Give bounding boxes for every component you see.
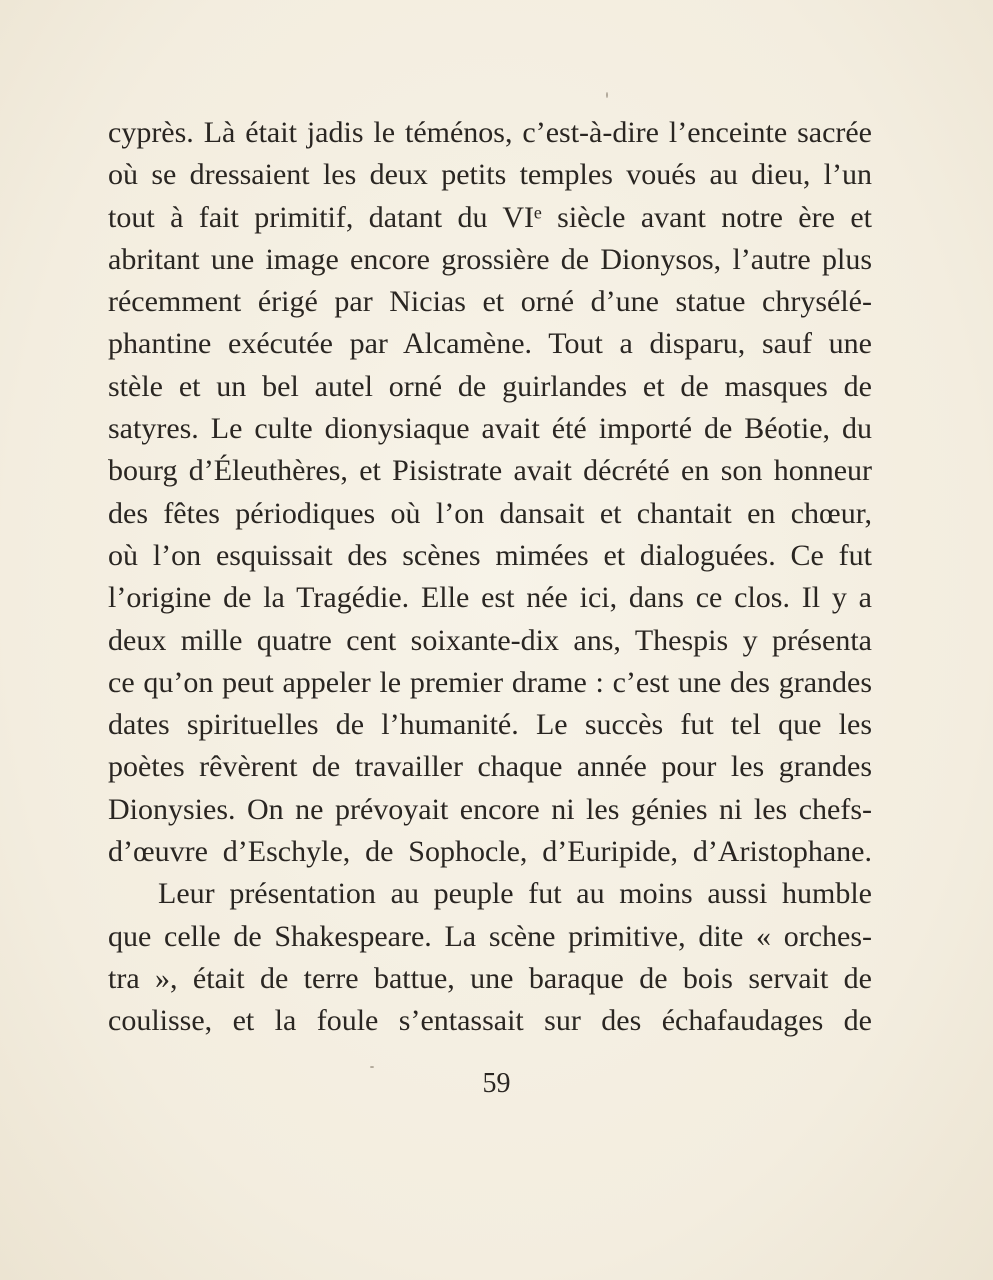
text-line: tra », était de terre battue, une baraque de bois servait de bbox=[108, 961, 872, 995]
text-line: où se dressaient les deux petits temples voués au dieu, l’un bbox=[108, 158, 872, 192]
text-line: dates spirituelles de l’humanité. Le succès fut tel que les bbox=[108, 708, 872, 742]
text-line: deux mille quatre cent soixante-dix ans, Thespis y présenta bbox=[108, 623, 872, 657]
text-line: des fêtes périodiques où l’on dansait et chantait en chœur, bbox=[108, 496, 872, 530]
text-line: ce qu’on peut appeler le premier drame : c’est une des grandes bbox=[108, 665, 872, 699]
text-line: où l’on esquissait des scènes mimées et dialoguées. Ce fut bbox=[108, 538, 872, 572]
text-line: bourg d’Éleuthères, et Pisistrate avait décrété en son honneur bbox=[108, 454, 872, 488]
text-line: Dionysies. On ne prévoyait encore ni les génies ni les chefs- bbox=[108, 792, 872, 826]
text-line: phantine exécutée par Alcamène. Tout a disparu, sauf une bbox=[108, 327, 872, 361]
text-line: récemment érigé par Nicias et orné d’une statue chrysélé- bbox=[108, 285, 872, 319]
paper-speck bbox=[606, 92, 608, 98]
page-number: 59 bbox=[482, 1068, 511, 1099]
text-line: satyres. Le culte dionysiaque avait été importé de Béotie, du bbox=[108, 412, 872, 446]
body-text bbox=[108, 112, 872, 1043]
text-line: coulisse, et la foule s’entassait sur des échafaudages de bbox=[108, 1004, 872, 1038]
text-line: stèle et un bel autel orné de guirlandes et de masques de bbox=[108, 369, 872, 403]
text-line: poètes rêvèrent de travailler chaque année pour les grandes bbox=[108, 750, 872, 784]
text-line: d’œuvre d’Eschyle, de Sophocle, d’Euripide, d’Aristophane. bbox=[108, 835, 872, 869]
text-line: l’origine de la Tragédie. Elle est née ici, dans ce clos. Il y a bbox=[108, 581, 872, 615]
text-line: que celle de Shakespeare. La scène primitive, dite « orches- bbox=[108, 919, 872, 953]
text-line: cyprès. Là était jadis le téménos, c’est-à-dire l’enceinte sacrée bbox=[108, 116, 872, 149]
text-line: Leur présentation au peuple fut au moins aussi humble bbox=[158, 877, 872, 911]
text-line: abritant une image encore grossière de Dionysos, l’autre plus bbox=[108, 242, 872, 276]
text-line: tout à fait primitif, datant du VIᵉ siècle avant notre ère et bbox=[108, 200, 872, 234]
